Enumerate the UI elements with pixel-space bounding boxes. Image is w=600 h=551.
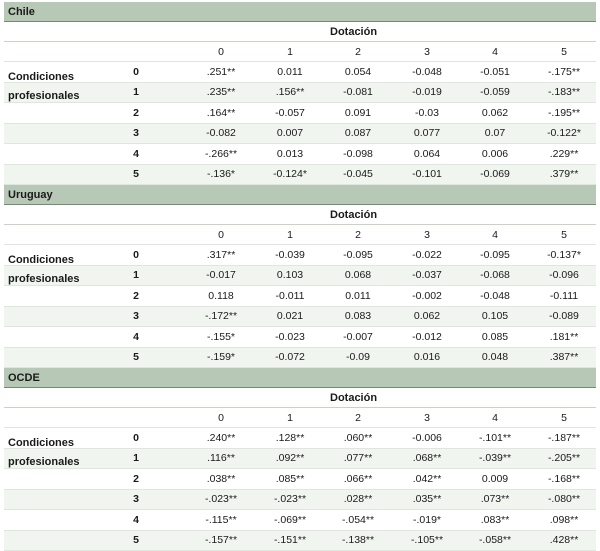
column-header: 5 — [530, 42, 598, 61]
table-cell: -.023** — [187, 490, 255, 510]
correlation-table — [4, 2, 596, 551]
column-group-header-row — [4, 388, 596, 408]
table-cell: 0.062 — [393, 307, 461, 327]
table-cell: .251** — [187, 62, 255, 82]
table-cell: .028** — [324, 490, 392, 510]
table-cell: .068** — [393, 449, 461, 469]
table-cell: .235** — [187, 83, 255, 103]
table-cell: 0.021 — [256, 307, 324, 327]
row-label: 4 — [116, 144, 156, 164]
table-cell: 0.068 — [324, 266, 392, 286]
table-cell: -0.082 — [187, 124, 255, 144]
table-body — [4, 62, 596, 185]
column-header: 3 — [393, 225, 461, 244]
table-cell: -.175** — [530, 62, 598, 82]
column-group-header: Dotación — [330, 205, 377, 224]
table-cell: .098** — [530, 510, 598, 530]
row-group-label — [8, 68, 118, 106]
table-row — [4, 490, 596, 511]
table-cell: -0.037 — [393, 266, 461, 286]
table-row — [4, 103, 596, 124]
table-cell: .073** — [461, 490, 529, 510]
row-group-label-line: Condiciones — [8, 68, 118, 87]
table-cell: -.266** — [187, 144, 255, 164]
column-header: 1 — [256, 408, 324, 427]
column-group-header-row — [4, 22, 596, 42]
table-cell: -0.039 — [256, 245, 324, 265]
table-row — [4, 165, 596, 186]
table-body — [4, 245, 596, 368]
table-cell: -.172** — [187, 307, 255, 327]
row-label: 3 — [116, 490, 156, 510]
table-row — [4, 510, 596, 531]
table-cell: -.080** — [530, 490, 598, 510]
table-cell: -0.019 — [393, 83, 461, 103]
table-cell: -.136* — [187, 165, 255, 185]
row-label: 1 — [116, 83, 156, 103]
table-cell: .092** — [256, 449, 324, 469]
table-cell: .379** — [530, 165, 598, 185]
row-label: 1 — [116, 266, 156, 286]
row-label: 3 — [116, 124, 156, 144]
row-label: 3 — [116, 307, 156, 327]
table-cell: 0.077 — [393, 124, 461, 144]
table-row — [4, 531, 596, 551]
table-row — [4, 307, 596, 328]
table-cell: -0.111 — [530, 286, 598, 306]
table-cell: 0.048 — [461, 348, 529, 368]
table-cell: -.115** — [187, 510, 255, 530]
table-cell: -0.059 — [461, 83, 529, 103]
column-header: 4 — [461, 408, 529, 427]
table-cell: 0.118 — [187, 286, 255, 306]
row-label: 2 — [116, 286, 156, 306]
table-cell: 0.006 — [461, 144, 529, 164]
table-cell: -0.048 — [393, 62, 461, 82]
column-header: 0 — [187, 225, 255, 244]
column-group-header: Dotación — [330, 388, 377, 407]
table-cell: -0.03 — [393, 103, 461, 123]
table-row — [4, 124, 596, 145]
table-cell: .229** — [530, 144, 598, 164]
table-cell: -0.101 — [393, 165, 461, 185]
table-cell: -0.023 — [256, 327, 324, 347]
table-cell: .085** — [256, 469, 324, 489]
column-header: 0 — [187, 42, 255, 61]
column-header: 1 — [256, 42, 324, 61]
table-cell: -0.09 — [324, 348, 392, 368]
table-cell: .428** — [530, 531, 598, 551]
table-cell: .128** — [256, 428, 324, 448]
row-label: 0 — [116, 62, 156, 82]
table-cell: -0.095 — [324, 245, 392, 265]
column-header: 5 — [530, 408, 598, 427]
table-cell: 0.054 — [324, 62, 392, 82]
row-group-label-line: profesionales — [8, 453, 118, 472]
table-row — [4, 348, 596, 369]
column-header: 2 — [324, 42, 392, 61]
row-group-label-line: Condiciones — [8, 251, 118, 270]
country-section — [4, 368, 596, 551]
table-cell: -.187** — [530, 428, 598, 448]
table-cell: -.105** — [393, 531, 461, 551]
table-cell: 0.011 — [256, 62, 324, 82]
table-cell: -0.012 — [393, 327, 461, 347]
table-cell: 0.087 — [324, 124, 392, 144]
table-cell: -.138** — [324, 531, 392, 551]
table-cell: .077** — [324, 449, 392, 469]
table-cell: -0.089 — [530, 307, 598, 327]
column-header-row — [4, 42, 596, 62]
table-body — [4, 428, 596, 551]
table-cell: .156** — [256, 83, 324, 103]
column-header-row — [4, 408, 596, 428]
column-header: 3 — [393, 42, 461, 61]
table-cell: -0.122* — [530, 124, 598, 144]
table-cell: 0.105 — [461, 307, 529, 327]
column-header: 3 — [393, 408, 461, 427]
table-cell: -0.072 — [256, 348, 324, 368]
table-row — [4, 469, 596, 490]
row-label: 1 — [116, 449, 156, 469]
column-group-header-row — [4, 205, 596, 225]
table-cell: 0.091 — [324, 103, 392, 123]
table-row — [4, 286, 596, 307]
row-label: 2 — [116, 103, 156, 123]
row-group-label-line: Condiciones — [8, 434, 118, 453]
table-cell: -0.048 — [461, 286, 529, 306]
row-group-label-line: profesionales — [8, 87, 118, 106]
section-title: Uruguay — [4, 185, 596, 205]
table-cell: 0.009 — [461, 469, 529, 489]
row-group-label-line: profesionales — [8, 270, 118, 289]
table-cell: -0.045 — [324, 165, 392, 185]
table-cell: -.155* — [187, 327, 255, 347]
row-group-label — [8, 434, 118, 472]
table-cell: -0.057 — [256, 103, 324, 123]
table-cell: -0.017 — [187, 266, 255, 286]
table-cell: -0.124* — [256, 165, 324, 185]
table-cell: -.101** — [461, 428, 529, 448]
table-cell: -0.098 — [324, 144, 392, 164]
row-label: 2 — [116, 469, 156, 489]
column-header-row — [4, 225, 596, 245]
table-cell: 0.064 — [393, 144, 461, 164]
table-cell: -0.002 — [393, 286, 461, 306]
table-cell: 0.007 — [256, 124, 324, 144]
table-cell: -.023** — [256, 490, 324, 510]
table-cell: -.039** — [461, 449, 529, 469]
table-cell: 0.013 — [256, 144, 324, 164]
table-cell: -0.051 — [461, 62, 529, 82]
table-cell: -0.022 — [393, 245, 461, 265]
table-cell: -.151** — [256, 531, 324, 551]
column-header: 4 — [461, 225, 529, 244]
table-cell: .181** — [530, 327, 598, 347]
table-cell: -0.137* — [530, 245, 598, 265]
table-cell: .035** — [393, 490, 461, 510]
column-header: 5 — [530, 225, 598, 244]
table-cell: -.019* — [393, 510, 461, 530]
table-row — [4, 144, 596, 165]
table-cell: .116** — [187, 449, 255, 469]
table-cell: -0.095 — [461, 245, 529, 265]
table-cell: .038** — [187, 469, 255, 489]
table-cell: 0.085 — [461, 327, 529, 347]
table-cell: .066** — [324, 469, 392, 489]
table-cell: -0.069 — [461, 165, 529, 185]
column-header: 0 — [187, 408, 255, 427]
table-cell: .042** — [393, 469, 461, 489]
table-cell: -0.096 — [530, 266, 598, 286]
row-label: 0 — [116, 245, 156, 265]
table-cell: 0.011 — [324, 286, 392, 306]
section-title: OCDE — [4, 368, 596, 388]
table-cell: -0.006 — [393, 428, 461, 448]
table-cell: .083** — [461, 510, 529, 530]
table-cell: -.195** — [530, 103, 598, 123]
table-cell: -.069** — [256, 510, 324, 530]
table-row — [4, 327, 596, 348]
table-cell: -.205** — [530, 449, 598, 469]
column-group-header: Dotación — [330, 22, 377, 41]
column-header: 2 — [324, 225, 392, 244]
table-cell: .240** — [187, 428, 255, 448]
row-label: 5 — [116, 531, 156, 551]
column-header: 2 — [324, 408, 392, 427]
country-section — [4, 185, 596, 368]
table-cell: 0.103 — [256, 266, 324, 286]
section-title: Chile — [4, 2, 596, 22]
table-cell: .060** — [324, 428, 392, 448]
table-cell: 0.07 — [461, 124, 529, 144]
table-cell: -0.068 — [461, 266, 529, 286]
row-label: 4 — [116, 327, 156, 347]
table-cell: -.183** — [530, 83, 598, 103]
table-cell: -.157** — [187, 531, 255, 551]
table-cell: 0.083 — [324, 307, 392, 327]
table-cell: -.058** — [461, 531, 529, 551]
table-cell: 0.062 — [461, 103, 529, 123]
row-label: 5 — [116, 165, 156, 185]
row-label: 5 — [116, 348, 156, 368]
table-cell: 0.016 — [393, 348, 461, 368]
table-cell: -.159* — [187, 348, 255, 368]
row-label: 4 — [116, 510, 156, 530]
table-cell: .164** — [187, 103, 255, 123]
row-label: 0 — [116, 428, 156, 448]
country-section — [4, 2, 596, 185]
table-cell: .387** — [530, 348, 598, 368]
column-header: 4 — [461, 42, 529, 61]
table-cell: -0.011 — [256, 286, 324, 306]
table-cell: -.168** — [530, 469, 598, 489]
table-cell: -0.007 — [324, 327, 392, 347]
table-cell: .317** — [187, 245, 255, 265]
column-header: 1 — [256, 225, 324, 244]
table-cell: -.054** — [324, 510, 392, 530]
row-group-label — [8, 251, 118, 289]
table-cell: -0.081 — [324, 83, 392, 103]
